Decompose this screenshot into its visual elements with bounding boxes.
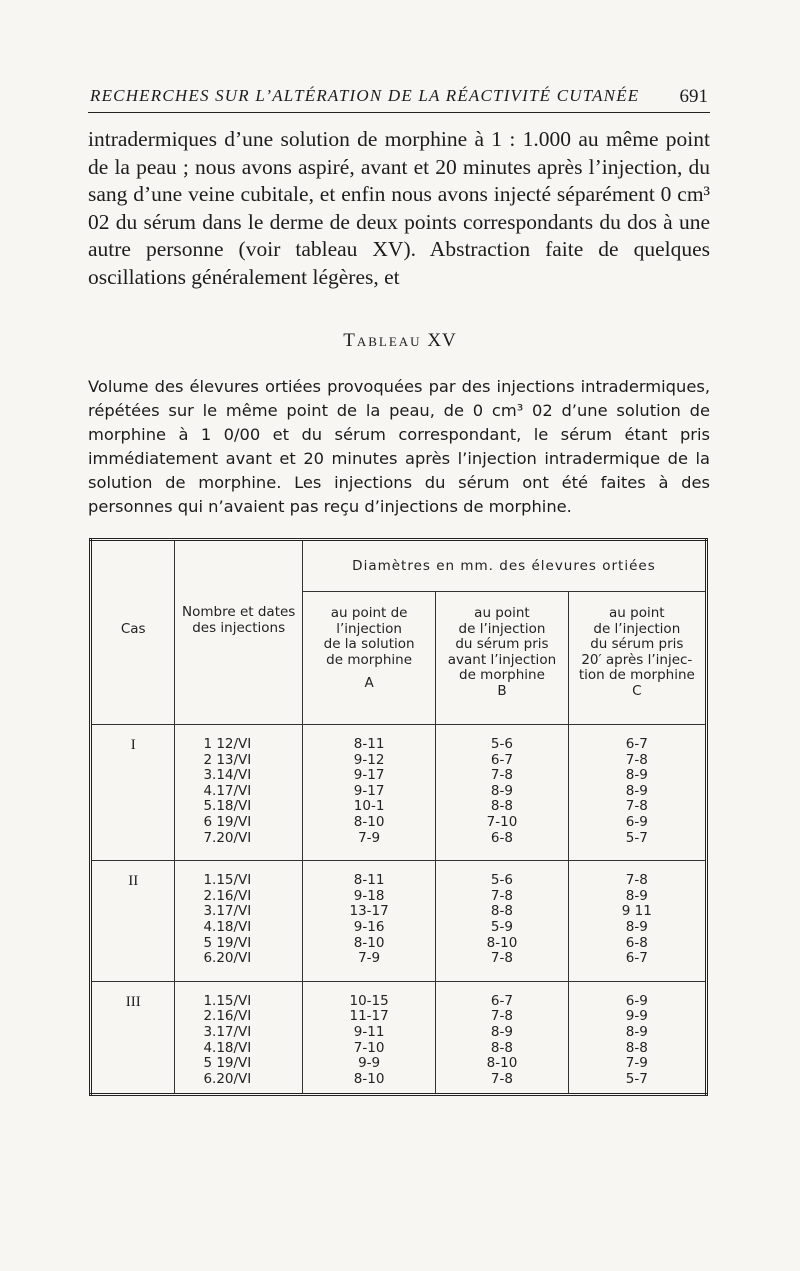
value-a: 8-11: [353, 736, 385, 752]
injection-date: 6.20/VI: [203, 1070, 252, 1087]
page-number: 691: [679, 86, 708, 107]
value-a: 8-10: [353, 934, 385, 951]
header-col-a-line: au point de: [330, 605, 408, 621]
table-title-label: Tableau: [343, 330, 422, 351]
value-c: 6-7: [625, 950, 648, 967]
value-b: 7-8: [490, 767, 513, 784]
injection-date: 3.14/VI: [203, 767, 252, 784]
header-col-c-line: de l’injection: [593, 620, 681, 637]
value-a: 10-1: [353, 798, 385, 815]
injection-date: 6.20/VI: [203, 950, 252, 967]
value-c: 9 11: [621, 903, 652, 920]
value-b: 7-10: [486, 813, 518, 830]
injection-date: 7.20/VI: [203, 829, 252, 846]
value-c: 8-9: [625, 1023, 648, 1040]
value-a-column: [302, 861, 435, 982]
header-col-c-line: au point: [609, 605, 665, 621]
value-c-column: [568, 861, 706, 982]
value-a-column: [302, 981, 435, 1095]
value-b: 7-8: [490, 887, 513, 904]
value-a: 9-11: [353, 1023, 385, 1040]
value-b: 8-10: [486, 934, 518, 951]
value-c: 6-7: [625, 736, 648, 752]
injection-date: 3.17/VI: [203, 1023, 252, 1040]
value-b-column: [436, 861, 568, 982]
value-a: 7-9: [358, 950, 381, 967]
value-a: 9-17: [353, 767, 385, 784]
value-a: 7-10: [353, 1039, 385, 1056]
value-b: 5-9: [490, 918, 513, 935]
header-col-a-line: l’injection: [336, 620, 402, 637]
value-c: 8-9: [625, 782, 648, 799]
value-c-column: [568, 981, 706, 1095]
value-c: 6-9: [625, 992, 648, 1009]
header-dates-line: des injections: [192, 619, 286, 636]
header-col-b-line: de l’injection: [458, 620, 546, 637]
injection-date: 5.18/VI: [203, 798, 252, 815]
value-b: 6-7: [490, 751, 513, 768]
value-b-column: [436, 981, 568, 1095]
value-a: 9-12: [353, 751, 385, 768]
value-c: 7-9: [625, 1055, 648, 1072]
value-b: 7-8: [490, 1008, 513, 1025]
value-c: 8-9: [625, 918, 648, 935]
value-c: 8-9: [625, 887, 648, 904]
value-c: 6-8: [625, 934, 648, 951]
case-number: III: [125, 993, 141, 1010]
header-dates-line: Nombre et dates: [182, 604, 296, 620]
injection-date: 3.17/VI: [203, 903, 252, 920]
value-b: 8-9: [490, 782, 513, 799]
value-b-column: [436, 725, 568, 861]
value-a: 10-15: [349, 992, 389, 1009]
injection-date-column: [175, 725, 303, 861]
value-a: 9-9: [358, 1055, 381, 1072]
case-number: I: [91, 725, 175, 861]
case-row: [91, 981, 707, 1095]
value-a: 8-11: [353, 872, 385, 889]
value-c: 7-8: [625, 798, 648, 815]
value-b: 8-8: [490, 798, 513, 815]
value-c: 5-7: [625, 829, 648, 846]
header-col-b-letter: B: [497, 682, 507, 699]
value-b: 7-8: [490, 950, 513, 967]
value-a: 8-10: [353, 1070, 385, 1087]
value-b: 5-6: [490, 872, 513, 889]
value-a-column: [302, 725, 435, 861]
injection-date: 5 19/VI: [203, 1055, 252, 1072]
value-c-column: [568, 725, 706, 861]
value-c: 8-9: [625, 767, 648, 784]
value-c: 9-9: [625, 1008, 648, 1025]
data-table: [89, 538, 708, 1096]
value-a: 9-17: [353, 782, 385, 799]
header-col-b: [436, 592, 568, 725]
table-title-number: XV: [427, 330, 457, 351]
header-cas: Cas: [91, 540, 175, 725]
value-a: 7-9: [358, 829, 381, 846]
injection-date: 2.16/VI: [203, 1008, 252, 1025]
injection-date-column: [175, 981, 303, 1095]
value-b: 7-8: [490, 1070, 513, 1087]
injection-date: 5 19/VI: [203, 934, 252, 951]
body-paragraph: intradermiques d’une solution de morphine à 1 : 1.000 au même point de la peau ; nous avons aspiré, avant et 20 minutes après l’injection, du sang d’une veine cubitale, et enfin nous avons injecté séparément 0 cm³ 02 du sérum dans le derme de deux points correspondants du dos à une autre personne (voir tableau XV). Abstraction faite de quelques oscillations généralement légères, et: [88, 127, 710, 289]
injection-date: 4.17/VI: [203, 782, 252, 799]
table-caption: Volume des élevures ortiées provoquées par des injections intradermiques, répétées sur le même point de la peau, de 0 cm³ 02 d’une solution de morphine à 1 0/00 et du sérum correspondant, le sérum étant pris immédiatement avant et 20 minutes après l’injection intradermique de la solution de morphine. Les injections du sérum ont été faites à des personnes qui n’avaient pas reçu d’injections de morphine.: [88, 377, 710, 516]
header-col-c: [568, 592, 706, 725]
header-diameters: Diamètres en mm. des élevures ortiées: [302, 540, 706, 592]
injection-date: 2.16/VI: [203, 887, 252, 904]
value-c: 5-7: [625, 1070, 648, 1087]
header-col-a-line: de la solution: [323, 636, 415, 653]
header-col-c-letter: C: [632, 682, 642, 699]
case-row: [91, 725, 707, 861]
injection-date: 1 12/VI: [203, 736, 252, 752]
running-header: [88, 82, 710, 113]
injection-date: 4.18/VI: [203, 918, 252, 935]
value-b: 8-8: [490, 903, 513, 920]
value-c: 6-9: [625, 813, 648, 830]
table-body: [91, 725, 707, 1095]
value-a: 9-16: [353, 918, 385, 935]
value-a: 13-17: [349, 903, 389, 920]
case-row: [91, 861, 707, 982]
injection-date: 2 13/VI: [203, 751, 252, 768]
value-a: 9-18: [353, 887, 385, 904]
value-b: 5-6: [490, 736, 513, 752]
value-b: 6-8: [490, 829, 513, 846]
injection-date-column: [175, 861, 303, 982]
header-col-b-line: au point: [474, 605, 530, 621]
header-col-c-line: du sérum pris: [590, 636, 684, 653]
injection-date: 1.15/VI: [203, 872, 252, 889]
header-col-b-line: avant l’injection: [447, 651, 557, 668]
injection-date: 4.18/VI: [203, 1039, 252, 1056]
value-c: 7-8: [625, 751, 648, 768]
header-col-c-line: 20′ après l’injec-: [581, 651, 693, 668]
value-b: 6-7: [490, 992, 513, 1009]
value-c: 8-8: [625, 1039, 648, 1056]
injection-date: 1.15/VI: [203, 992, 252, 1009]
value-b: 8-8: [490, 1039, 513, 1056]
header-col-c-line: tion de morphine: [578, 667, 695, 684]
header-col-b-line: du sérum pris: [455, 636, 549, 653]
injection-date: 6 19/VI: [203, 813, 252, 830]
header-col-a-line: de morphine: [326, 651, 413, 668]
header-col-a: [302, 592, 435, 725]
table-title: [0, 330, 800, 352]
header-dates: [175, 540, 303, 725]
value-b: 8-9: [490, 1023, 513, 1040]
value-a: 8-10: [353, 813, 385, 830]
running-title: RECHERCHES SUR L’ALTÉRATION DE LA RÉACTIVITÉ CUTANÉE: [90, 86, 640, 105]
header-col-a-letter: A: [364, 675, 374, 692]
header-col-b-line: de morphine: [459, 667, 545, 684]
value-c: 7-8: [625, 872, 648, 889]
value-a: 11-17: [349, 1008, 389, 1025]
case-number: II: [91, 861, 175, 982]
value-b: 8-10: [486, 1055, 518, 1072]
